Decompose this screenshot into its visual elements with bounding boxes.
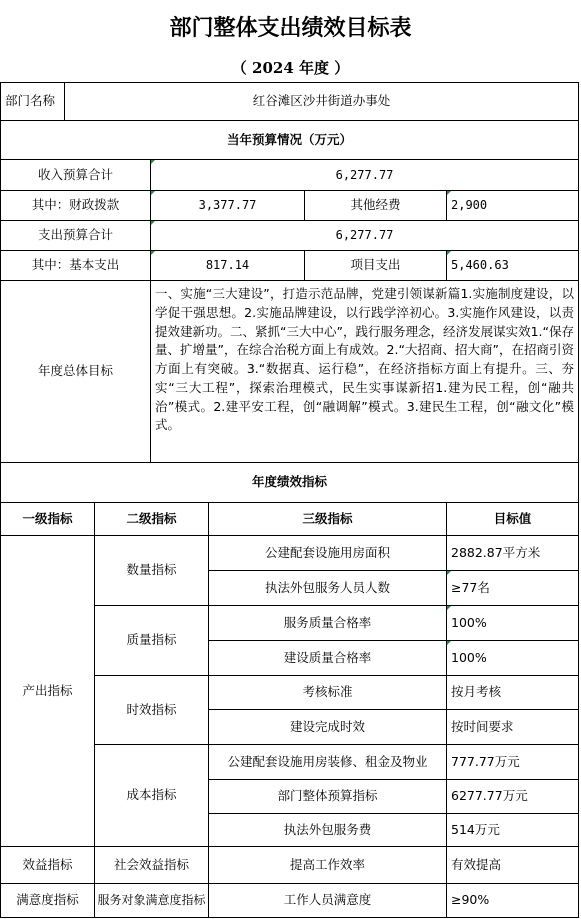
- satisfaction-indicator-label: 满意度指标: [0, 883, 95, 918]
- expense-value: 6,277.77: [150, 220, 579, 251]
- indicator-value: 2882.87平方米: [446, 535, 579, 571]
- indicator-name: 工作人员满意度: [208, 883, 447, 918]
- performance-header: 年度绩效指标: [0, 462, 579, 503]
- budget-header: 当年预算情况（万元）: [0, 120, 579, 160]
- indicator-name: 提高工作效率: [208, 846, 447, 884]
- indicator-name: 执法外包服务人员人数: [208, 570, 447, 606]
- other-label: 其他经费: [304, 190, 447, 221]
- indicator-name: 考核标准: [208, 675, 447, 710]
- expense-label: 支出预算合计: [0, 220, 151, 251]
- social-benefit-indicator-label: 社会效益指标: [94, 846, 209, 884]
- indicator-name: 建设完成时效: [208, 709, 447, 745]
- other-value: 2,900: [446, 190, 579, 221]
- timeliness-indicator-label: 时效指标: [94, 675, 209, 745]
- dept-label: 部门名称: [0, 82, 65, 121]
- indicator-name: 公建配套设施用房面积: [208, 535, 447, 571]
- project-value: 5,460.63: [446, 250, 579, 281]
- dept-name: 红谷滩区沙井街道办事处: [64, 82, 579, 121]
- fiscal-label: 其中：财政拨款: [0, 190, 151, 221]
- indicator-value: 6277.77万元: [446, 779, 579, 814]
- cost-indicator-label: 成本指标: [94, 744, 209, 847]
- col-header-level3: 三级指标: [208, 502, 447, 536]
- quality-indicator-label: 质量指标: [94, 605, 209, 676]
- goal-label: 年度总体目标: [0, 280, 151, 463]
- indicator-value: 777.77万元: [446, 744, 579, 780]
- indicator-value: 按时间要求: [446, 709, 579, 745]
- basic-label: 其中：基本支出: [0, 250, 151, 281]
- indicator-name: 执法外包服务费: [208, 813, 447, 847]
- income-value: 6,277.77: [150, 159, 579, 191]
- project-label: 项目支出: [304, 250, 447, 281]
- indicator-name: 服务质量合格率: [208, 605, 447, 641]
- indicator-name: 部门整体预算指标: [208, 779, 447, 814]
- output-indicator-label: 产出指标: [0, 535, 95, 847]
- indicator-value: 100%: [446, 640, 579, 676]
- service-satisfaction-indicator-label: 服务对象满意度指标: [94, 883, 209, 918]
- indicator-value: 有效提高: [446, 846, 579, 884]
- income-label: 收入预算合计: [0, 159, 151, 191]
- indicator-value: 514万元: [446, 813, 579, 847]
- indicator-value: ≥77名: [446, 570, 579, 606]
- indicator-value: 按月考核: [446, 675, 579, 710]
- basic-value: 817.14: [150, 250, 305, 281]
- indicator-name: 建设质量合格率: [208, 640, 447, 676]
- indicator-value: ≥90%: [446, 883, 579, 918]
- fiscal-value: 3,377.77: [150, 190, 305, 221]
- fiscal-year: （ 2024 年度 ）: [231, 58, 350, 77]
- col-header-level1: 一级指标: [0, 502, 95, 536]
- indicator-value: 100%: [446, 605, 579, 641]
- quantity-indicator-label: 数量指标: [94, 535, 209, 606]
- page-title: 部门整体支出绩效目标表: [169, 14, 412, 41]
- col-header-level2: 二级指标: [94, 502, 209, 536]
- benefit-indicator-label: 效益指标: [0, 846, 95, 884]
- col-header-target: 目标值: [446, 502, 579, 536]
- goal-text: 一、实施“三大建设”，打造示范品牌，党建引领谋新篇1.实施制度建设，以学促干强思想。2.实施品牌建设，以行践学淬初心。3.实施作风建设，以责提效建新功。二、紧抓“三大中心”，践行服务理念，经济发展谋实效1.“保存量、扩增量”，在综合治税方面上有成效。2.“大招商、招大商”，在招商引资方面上有突破。3.“数据真、运行稳”，在经济指标方面上有提升。三、夯实“三大工程”，探索治理模式，民生实事谋新招1.建为民工程，创“融共治”模式。2.建平安工程，创“融调解”模式。3.建民生工程，创“融文化”模式。: [150, 280, 579, 463]
- indicator-name: 公建配套设施用房装修、租金及物业: [208, 744, 447, 780]
